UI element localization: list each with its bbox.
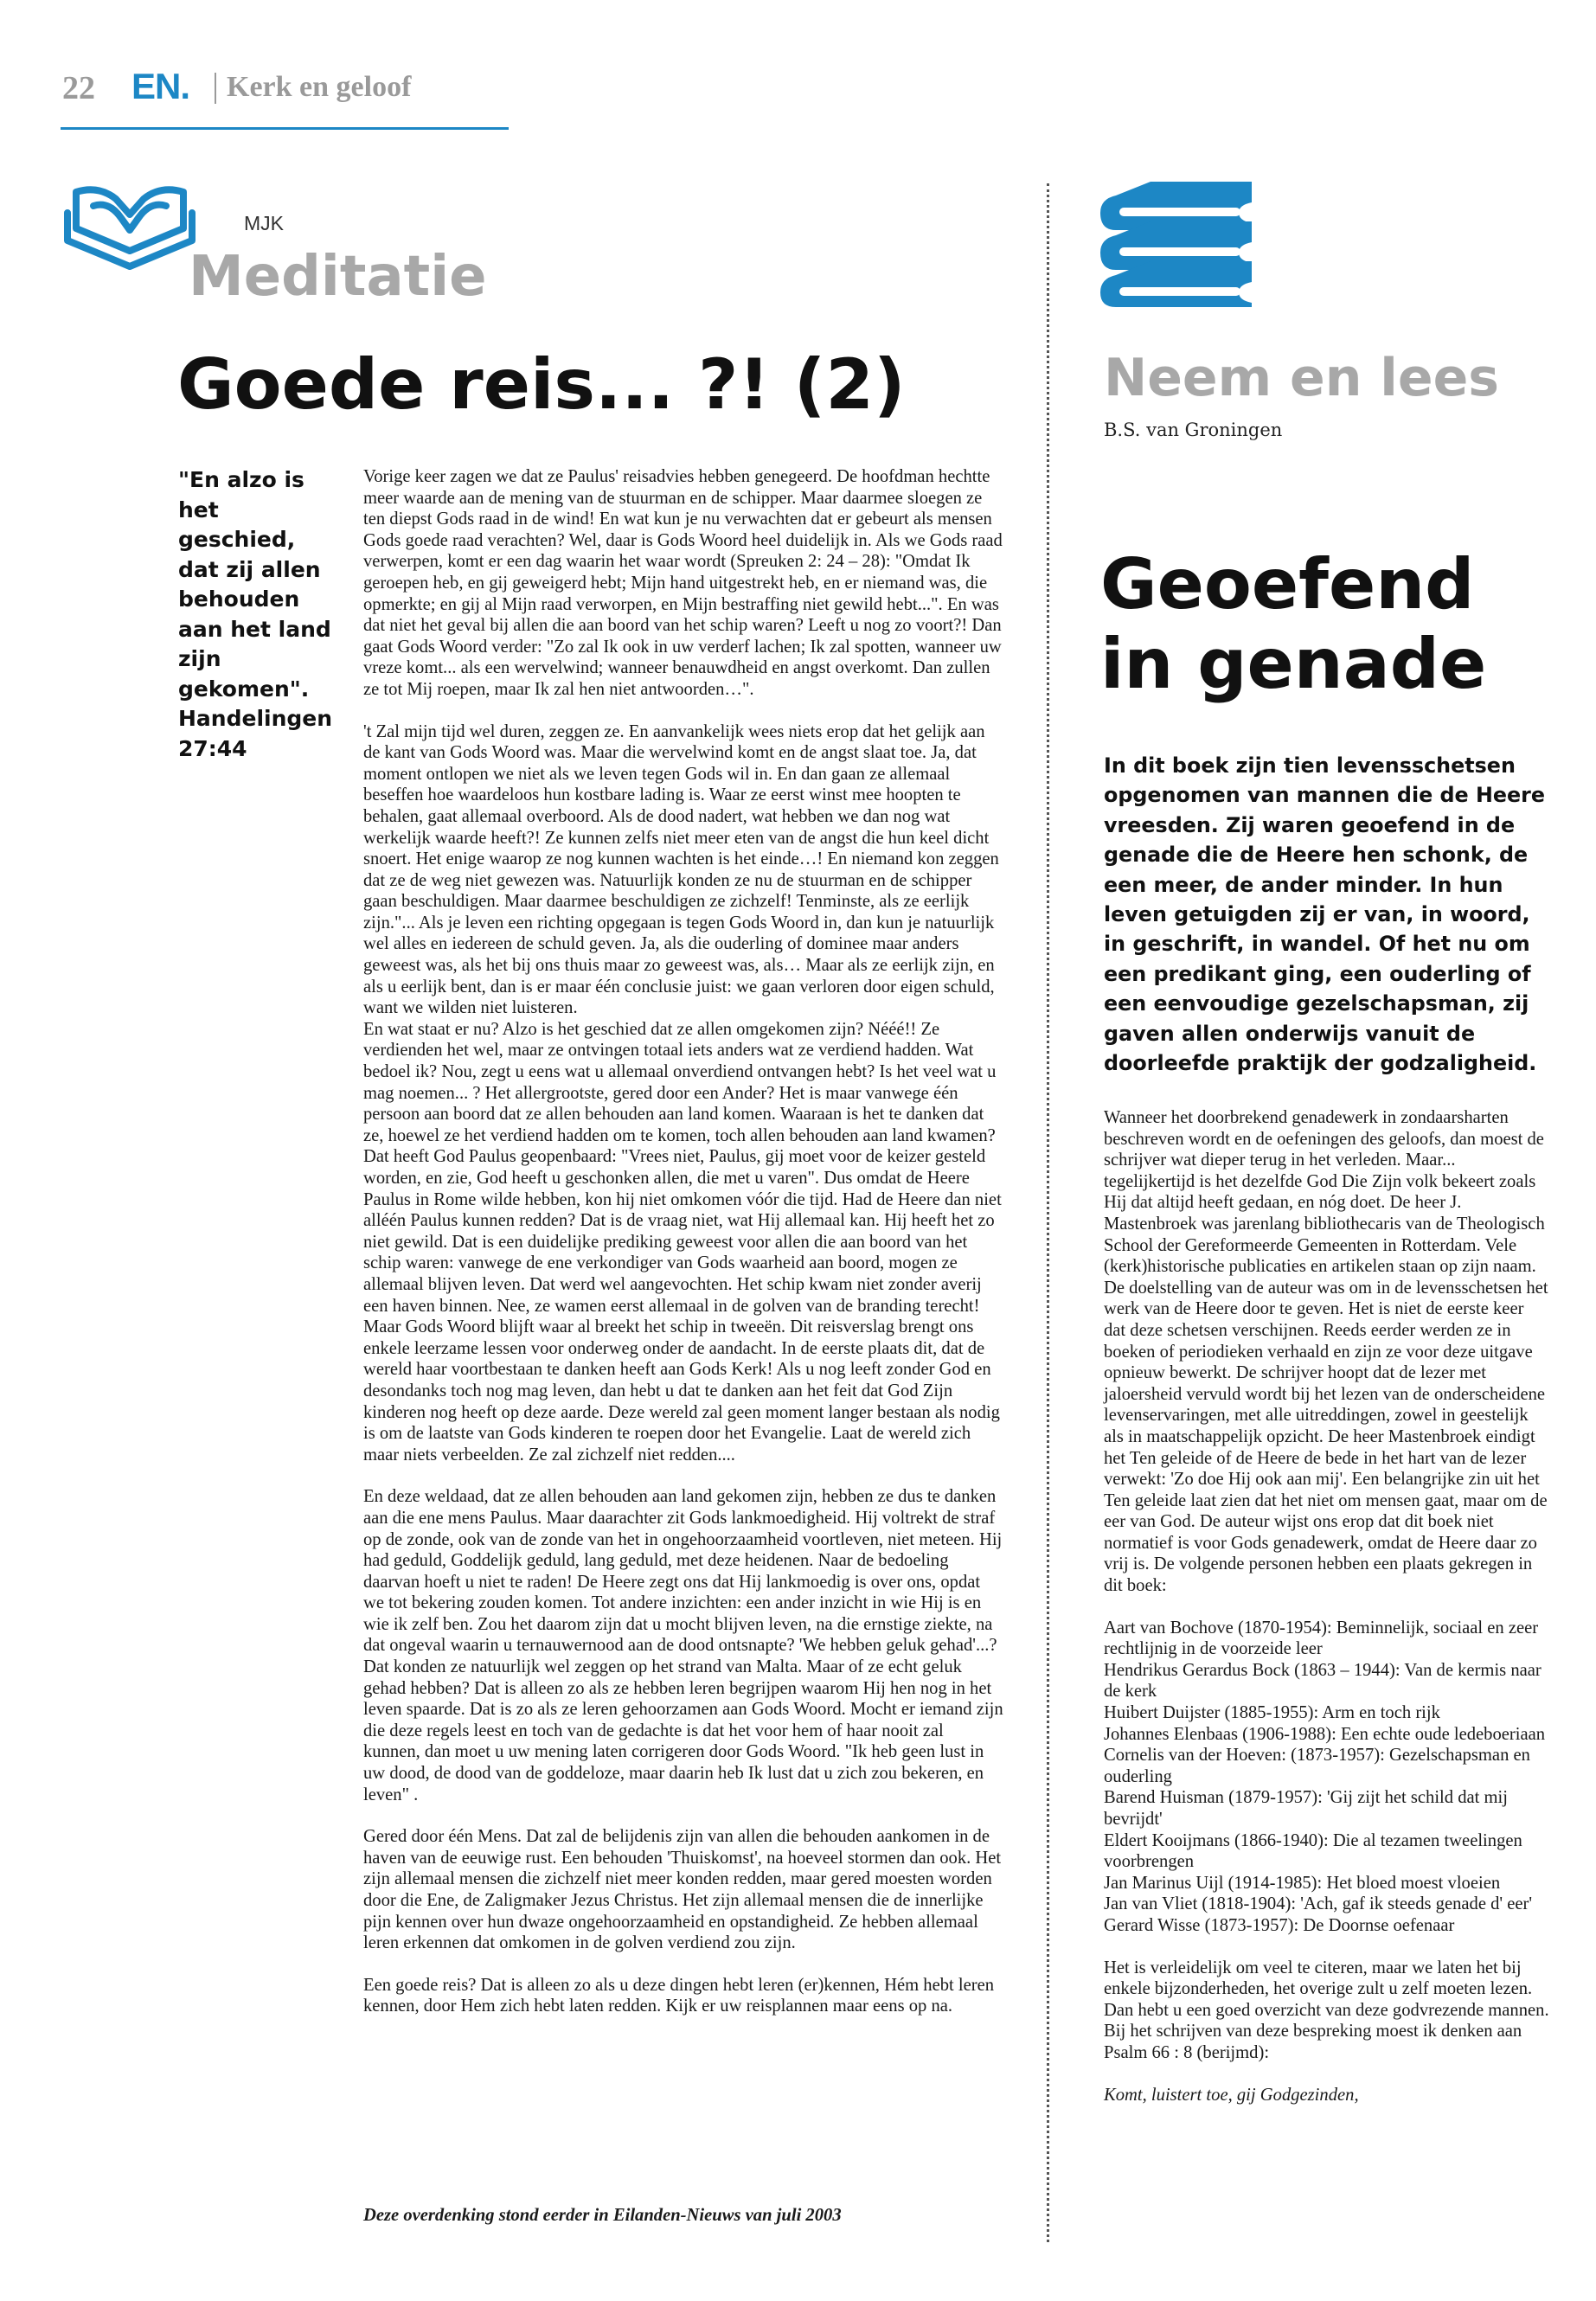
meditation-label: Meditatie [189,245,487,309]
header-separator [215,73,216,104]
open-book-heart-icon [61,180,201,272]
body-paragraph: Wanneer het doorbrekend genadewerk in zondaarsharten beschreven wordt en de oefeningen des geloofs, dan moest de schrijver wat dieper terug in het verleden. Maar... tegelijkertijd is het dezelfde God Die Zijn volk bekeert zoals Hij dat altijd heeft gedaan, en nóg doet. De heer J. Mastenbroek was jarenlang bibliothecaris van de Theologisch School der Gereformeerde Gemeenten in Rotterdam. Vele (kerk)historische publicaties en artikelen staan op zijn naam. De doelstelling van de auteur was om in de levensschetsen het werk van de Heere door te geven. Het is niet de eerste keer dat deze schetsen verschijnen. Reeds eerder werden ze in boeken of periodieken verhaald en zijn ze voor deze uitgave opnieuw bewerkt. De schrijver hoopt dat de lezer met jaloersheid vervuld wordt bij het lezen van de onderscheidene levenservaringen, met alle uitreddingen, zowel in geestelijk als in maatschappelijk opzicht. De heer Mastenbroek eindigt het Ten geleide of de Heere de bede in het hart van de lezer verwekt: 'Zo doe Hij ook aan mij'. Een belangrijke zin uit het Ten geleide laat zien dat het niet om mensen gaat, maar om de eer van God. De auteur wijst ons erop dat dit boek niet normatief is voor Gods genadewerk, omdat de Heere daar zo vrij is. De volgende personen hebben een plaats gekregen in dit boek: [1104,1108,1548,1596]
person-item: Barend Huisman (1879-1957): 'Gij zijt het schild dat mij bevrijdt' [1104,1788,1508,1829]
review-intro: In dit boek zijn tien levensschetsen opgenomen van mannen die de Heere vreesden. Zij waren geoefend in de genade die de Heere hen schonk, de een meer, de ander minder. In hun leven getuigden zij er van, in woord, in geschrift, in wandel. Of het nu om een predikant ging, een ouderling of een eenvoudige gezelschapsman, zij gaven allen onderwijs vanuit de doorleefde praktijk der godzaligheid. [1104,753,1546,1076]
person-item: Hendrikus Gerardus Bock (1863 – 1944): Van de kermis naar de kerk [1104,1660,1542,1702]
book-title-line: Geoefend [1100,544,1475,625]
review-author: B.S. van Groningen [1104,420,1283,440]
person-list [1104,1618,1549,1937]
person-item: Huibert Duijster (1885-1955): Arm en toch rijk [1104,1703,1440,1723]
person-item: Jan Marinus Uijl (1914-1985): Het bloed moest vloeien [1104,1873,1501,1893]
body-paragraph: Gered door één Mens. Dat zal de belijdenis zijn van allen die behouden aankomen in de haven van de eeuwige rust. Een behouden 'Thuiskomst', na hoeveel stormen dan ook. Het zijn allemaal mensen die zichzelf niet meer konden redden, maar gered moesten worden door die Ene, de Zaligmaker Jezus Christus. Het zijn allemaal mensen die de innerlijke pijn kennen over hun dwaze ongehoorzaamheid en opstandigheid. Ze hebben allemaal leren erkennen dat omkomen in de golven verdiend zou zijn. [363,1827,1002,1953]
book-stack-icon [1100,182,1252,307]
header-rule [61,127,509,130]
person-item: Aart van Bochove (1870-1954): Beminnelijk, sociaal en zeer rechtlijnig in de voorzeide leer [1104,1618,1539,1659]
body-paragraph: Het is verleidelijk om veel te citeren, maar we laten het bij enkele bijzonderheden, het overige zult u zelf moeten lezen. Dan hebt u een goed overzicht van deze godvrezende mannen. Bij het schrijven van deze bespreking moest ik denken aan Psalm 66 : 8 (berijmd): [1104,1958,1549,2062]
person-item: Eldert Kooijmans (1866-1940): Die al tezamen tweelingen voorbrengen [1104,1830,1522,1872]
person-item: Gerard Wisse (1873-1957): De Doornse oefenaar [1104,1915,1455,1935]
column-divider [1047,183,1049,2242]
body-paragraph: 't Zal mijn tijd wel duren, zeggen ze. En aanvankelijk wees niets erop dat het gelijk aan de kant van Gods Woord was. Maar die wervelwind komt en de angst slaat toe. Ja, dat moment ontlopen we niet als we leven tegen Gods wil in. En dan gaan ze allemaal beseffen hoe waardeloos hun kostbare lading is. Waar ze eerst winst mee hoopten te behalen, gaat allemaal overboord. Als de dood nadert, wat hebben we dan nog wat werkelijk waarde heeft?! Ze kunnen zelfs niet meer eten van de angst die hun keel dicht snoert. Het enige waarop ze nog kunnen wachten is het einde…! En niemand kon zeggen dat ze de weg niet gewezen was. Natuurlijk konden ze nu de stuurman en de schipper gaan beschuldigen. Maar daarmee beschuldigen ze zichzelf! Tenminste, als ze eerlijk zijn."... Als je leven een richting opgegaan is tegen Gods Woord in, dan kun je natuurlijk wel alles en iedereen de schuld geven. Ja, als die ouderling of dominee maar anders geweest was, als het bij ons thuis maar zo geweest was, als… Maar als ze eerlijk zijn, en als u eerlijk bent, dan is er maar één conclusie juist: we gaan verloren door eigen schuld, want we wilden niet luisteren. [363,721,999,1018]
review-label: Neem en lees [1104,348,1499,408]
section-title: Kerk en geloof [227,71,412,103]
scripture-quote: "En alzo is het geschied, dat zij allen behouden aan het land zijn gekomen". Handelingen 27:44 [178,467,333,761]
person-item: Cornelis van der Hoeven: (1873-1957): Gezelschapsman en ouderling [1104,1746,1530,1786]
review-body [1104,1107,1549,2106]
page-number: 22 [62,70,95,106]
book-title [1100,545,1486,704]
footnote: Deze overdenking stond eerder in Eilanden-Nieuws van juli 2003 [363,2206,842,2225]
body-paragraph: En wat staat er nu? Alzo is het geschied dat ze allen omgekomen zijn? Nééé!! Ze verdienden het wel, maar ze ontvingen totaal iets anders wat ze verdiend hadden. Wat bedoel ik? Nou, zegt u eens wat u allemaal onverdiend ontvangen hebt? Is het veel wat u mag noemen... ? Het allergrootste, gered door een Ander? Het is maar vanwege één persoon aan boord dat ze allen behouden aan land komen. Waaraan is het te danken dat ze, hoewel ze het verdiend hadden om te komen, toch allen behouden aan land kwamen? Dat heeft God Paulus geopenbaard: "Vrees niet, Paulus, gij moet voor de keizer gesteld worden, en zie, God heeft u geschonken allen, die met u varen". Dus omdat de Heere Paulus in Rome wilde hebben, kon hij niet omkomen vóór die tijd. Had de Heere dan niet alléén Paulus kunnen redden? Dat is de vraag niet, wat Hij allemaal kan. Hij heeft het zo niet gewild. Dat is een duidelijke prediking geweest voor allen die aan boord van het schip waren: vanwege de ene verkondiger van Gods waarheid aan boord, mogen ze allemaal blijven leven. Dat werd wel aangevochten. Het schip kwam niet zonder averij een haven binnen. Nee, ze wamen eerst allemaal in de golven van de branding terecht! Maar Gods Woord blijft waar al breekt het schip in tweeën. Dit reisverslag brengt ons enkele leerzame lessen voor onderweg onder de aandacht. In de eerste plaats dit, dat de wereld haar voortbestaan te danken heeft aan Gods Kerk! Als u nog leeft zonder God en desondanks toch nog mag leven, dan hebt u dat te danken aan het feit dat God Zijn kinderen nog heeft op deze aarde. Deze wereld zal geen moment langer bestaan als nodig is om de laatste van Gods kinderen te roepen door het Evangelie. Laat de wereld zich maar niets verbeelden. Ze zal zichzelf niet redden.... [363,1019,1002,1465]
meditation-author: MJK [244,212,284,234]
person-item: Johannes Elenbaas (1906-1988): Een echte oude ledeboeriaan [1104,1724,1546,1744]
meditation-title: Goede reis... ?! (2) [177,344,906,425]
meditation-body [363,466,1003,2038]
body-paragraph: Vorige keer zagen we dat ze Paulus' reisadvies hebben genegeerd. De hoofdman hechtte meer waarde aan de mening van de stuurman en de schipper. Maar daarmee sloegen ze ten diepst Gods raad in de wind! En wat kun je nu verwachten dat er gebeurt als mensen Gods goede raad verachten? Wel, daar is Gods Woord heel duidelijk in. Als we Gods raad verwerpen, komt er een dag waarin het waar wordt (Spreuken 2: 24 – 28): "Omdat Ik geroepen heb, en gij geweigerd hebt; Mijn hand uitgestrekt heb, en er niemand was, die opmerkte; en gij al Mijn raad verworpen, en Mijn bestraffing niet gewild hebt...". En was dat niet het geval bij allen die aan boord van het schip waren? Leeft u nog zo voort?! Dan gaat Gods Woord verder: "Zo zal Ik ook in uw verderf lachen; Ik zal spotten, wanneer uw vreze komt... als een wervelwind; wanneer benauwdheid en angst overkomt. Dan zullen ze tot Mij roepen, maar Ik zal hen niet antwoorden…". [363,467,1003,699]
psalm-line: Komt, luistert toe, gij Godgezinden, [1104,2085,1359,2105]
person-item: Jan van Vliet (1818-1904): 'Ach, gaf ik steeds genade d' eer' [1104,1894,1533,1914]
body-paragraph: En deze weldaad, dat ze allen behouden aan land gekomen zijn, hebben ze dus te danken aan die ene mens Paulus. Maar daarachter zit Gods lankmoedigheid. Hij voltrekt de straf op de zonde, ook van de zonde van het in ongehoorzaamheid voortleven, niet meteen. Hij had geduld, Goddelijk geduld, lang geduld, met deze heidenen. Naar de bedoeling daarvan hoeft u niet te raden! De Heere zegt ons dat Hij lankmoedig is over ons, opdat we tot bekering zouden komen. Tot andere inzichten: een ander inzicht in wie Hij is en wie ik zelf ben. Zou het daarom zijn dat u mocht blijven leven, na die ernstige ziekte, na dat ongeval waarin u ternauwernood aan de dood ontsnapte? 'We hebben geluk gehad'...? Dat konden ze natuurlijk wel zeggen op het strand van Malta. Maar of ze echt geluk gehad hebben? Dat is alleen zo als ze hebben leren begrijpen waarom Hij hen nog in het leven spaarde. Dat is zo als ze leren gehoorzamen aan Gods Woord. Mocht er iemand zijn die deze regels leest en toch van de gedachte is dat het voor hem of haar nooit zal kunnen, dan moet u uw mening laten corrigeren door Gods Woord. "Ik heb geen lust in uw dood, de dood van de goddeloze, maar daarin heb Ik lust dat u zich zou bekeren, en leven" . [363,1487,1003,1804]
publication-logo: EN. [131,66,190,106]
body-paragraph: Een goede reis? Dat is alleen zo als u deze dingen hebt leren (er)kennen, Hém hebt leren kennen, door Hem zich hebt laten redden. Kijk er uw reisplannen maar eens op na. [363,1975,995,2016]
book-title-line: in genade [1100,624,1487,704]
